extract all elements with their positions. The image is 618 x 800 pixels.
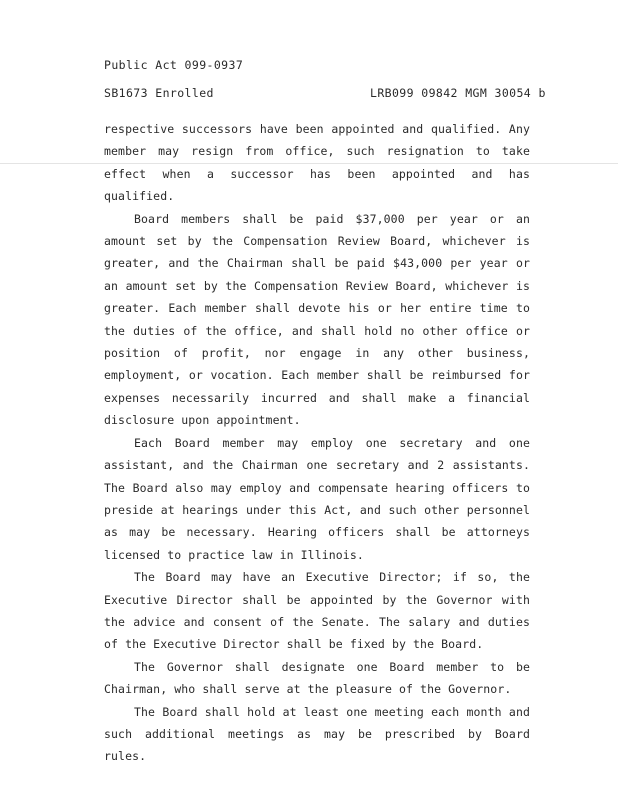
paragraph-board-salaries: Board members shall be paid $37,000 per year or an amount set by the Compensation Review Board, whichever is greater, and the Chairman shall be paid $43,000 per year or an amount set by the Compensation Review Board, whichever is greater. Each member shall devote his or her entire time to the duties of the office, and shall hold no other office or position of profit, nor engage in any other business, employment, or vocation. Each member shall be reimbursed for expenses necessarily incurred and shall make a financial disclosure upon appointment. — [104, 211, 530, 428]
paragraph-chairman-designation: The Governor shall designate one Board member to be Chairman, who shall serve at the pleasure of the Governor. — [104, 659, 530, 697]
public-act-number: Public Act 099-0937 — [104, 58, 244, 72]
paragraph-meetings: The Board shall hold at least one meeting each month and such additional meetings as may be prescribed by Board rules. — [104, 704, 530, 764]
paragraph-executive-director: The Board may have an Executive Director; if so, the Executive Director shall be appointed by the Governor with the advice and consent of the Senate. The salary and duties of the Executive Director shall be fixed by the Board. — [104, 570, 530, 652]
lrb-reference: LRB099 09842 MGM 30054 b — [370, 86, 546, 100]
bill-number: SB1673 Enrolled — [104, 86, 214, 100]
paragraph-continuation: respective successors have been appointed and qualified. Any member may resign from office, such resignation to take effect when a successor has been appointed and has qualified. — [104, 122, 530, 204]
paragraph-board-staff: Each Board member may employ one secretary and one assistant, and the Chairman one secretary and 2 assistants. The Board also may employ and compensate hearing officers to preside at hearings under this Act, and such other personnel as may be necessary. Hearing officers shall be attorneys licensed to practice law in Illinois. — [104, 435, 530, 562]
document-body — [104, 118, 530, 768]
